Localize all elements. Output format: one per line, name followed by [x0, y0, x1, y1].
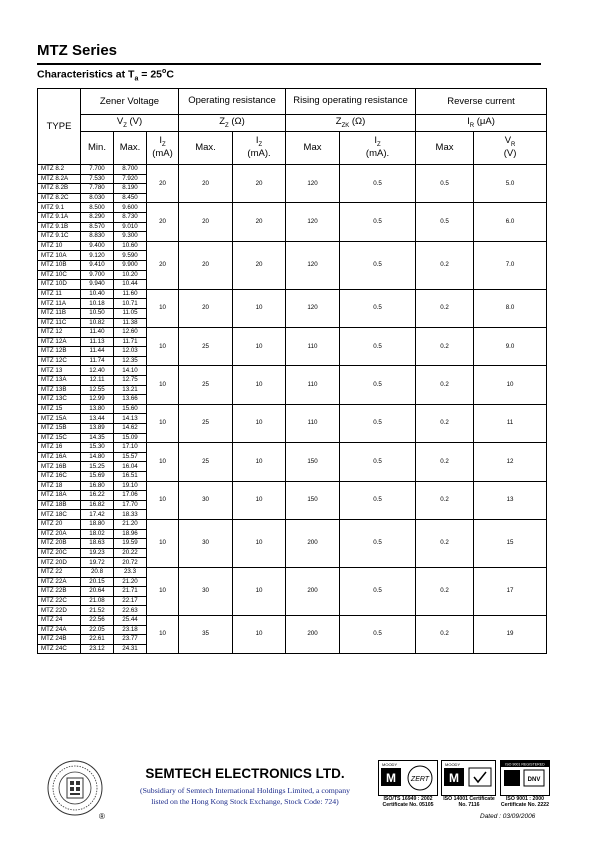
iz-cell: 10	[147, 289, 179, 327]
iz3-cell: 0.5	[340, 328, 416, 366]
vz-max-cell: 20.22	[114, 548, 147, 558]
dnv-iso9001-cert-logo	[500, 760, 550, 796]
vr-cell: 7.0	[474, 241, 547, 289]
vz-min-cell: 23.12	[81, 644, 114, 654]
zz-unit-header: $Z_Z$ (Ω)	[179, 115, 286, 132]
vz-max-cell: 9.900	[114, 260, 147, 270]
vz-min-cell: 13.44	[81, 414, 114, 424]
iz-cell: 10	[147, 481, 179, 519]
ir-cell: 0.2	[416, 567, 474, 615]
vz-max-cell: 14.62	[114, 424, 147, 434]
vz-unit-header: $V_Z$ (V)	[81, 115, 179, 132]
table-row	[38, 404, 547, 414]
zzk-cell: 150	[286, 481, 340, 519]
ir-cell: 0.2	[416, 241, 474, 289]
vz-max-cell: 18.96	[114, 529, 147, 539]
iz3-cell: 0.5	[340, 241, 416, 289]
zz-cell: 25	[179, 443, 233, 481]
zz-cell: 25	[179, 366, 233, 404]
part-number-cell: MTZ 8.2B	[38, 184, 81, 194]
vz-min-cell: 12.11	[81, 376, 114, 386]
part-number-cell: MTZ 22C	[38, 596, 81, 606]
vz-max-cell: 9.010	[114, 222, 147, 232]
vz-max-cell: 9.300	[114, 232, 147, 242]
vz-min-cell: 17.42	[81, 510, 114, 520]
cert3-top-text: ISO 9001 REGISTERED	[505, 762, 545, 767]
ir-cell: 0.2	[416, 289, 474, 327]
vz-max-cell: 12.03	[114, 347, 147, 357]
zzk-cell: 200	[286, 519, 340, 567]
part-number-cell: MTZ 22	[38, 567, 81, 577]
zzk-cell: 150	[286, 443, 340, 481]
vr-col-header: $V_R$ (V)	[474, 132, 547, 165]
table-row	[38, 519, 547, 529]
part-number-cell: MTZ 12C	[38, 356, 81, 366]
vz-max-cell: 17.06	[114, 491, 147, 501]
part-number-cell: MTZ 20	[38, 519, 81, 529]
cert3-caption: ISO 9001 : 2000 Certificate No. 2222	[500, 796, 550, 808]
table-row	[38, 366, 547, 376]
svg-text:M: M	[386, 771, 396, 785]
vz-max-cell: 16.51	[114, 472, 147, 482]
iz-col-header: $I_Z$ (mA)	[147, 132, 179, 165]
iz3-cell: 0.5	[340, 519, 416, 567]
svg-text:DNV: DNV	[527, 777, 541, 783]
zzk-cell: 110	[286, 404, 340, 442]
zz-cell: 20	[179, 241, 233, 289]
max-col-header: Max.	[114, 132, 147, 165]
vz-min-cell: 9.700	[81, 270, 114, 280]
ir-cell: 0.2	[416, 481, 474, 519]
part-number-cell: MTZ 20B	[38, 539, 81, 549]
ir-cell: 0.2	[416, 328, 474, 366]
operating-resistance-header: Operating resistance	[179, 89, 286, 115]
vr-cell: 11	[474, 404, 547, 442]
vz-max-cell: 17.70	[114, 500, 147, 510]
characteristics-table	[37, 88, 547, 654]
vz-min-cell: 10.82	[81, 318, 114, 328]
part-number-cell: MTZ 9.1C	[38, 232, 81, 242]
iz2-cell: 10	[233, 567, 286, 615]
part-number-cell: MTZ 8.2A	[38, 174, 81, 184]
iz3-cell: 0.5	[340, 567, 416, 615]
zzk-cell: 120	[286, 165, 340, 203]
vz-min-cell: 16.82	[81, 500, 114, 510]
zz-cell: 30	[179, 519, 233, 567]
part-number-cell: MTZ 11C	[38, 318, 81, 328]
part-number-cell: MTZ 24A	[38, 625, 81, 635]
vz-min-cell: 20.64	[81, 587, 114, 597]
vz-min-cell: 7.700	[81, 165, 114, 175]
iz3-cell: 0.5	[340, 443, 416, 481]
ir-cell: 0.2	[416, 443, 474, 481]
vz-max-cell: 17.10	[114, 443, 147, 453]
part-number-cell: MTZ 8.2	[38, 165, 81, 175]
zz-cell: 20	[179, 165, 233, 203]
footer	[0, 760, 595, 842]
part-number-cell: MTZ 11A	[38, 299, 81, 309]
vr-cell: 9.0	[474, 328, 547, 366]
type-header: TYPE	[38, 89, 81, 165]
vr-cell: 13	[474, 481, 547, 519]
vz-min-cell: 18.80	[81, 519, 114, 529]
vz-min-cell: 8.830	[81, 232, 114, 242]
part-number-cell: MTZ 16	[38, 443, 81, 453]
ir-cell: 0.5	[416, 165, 474, 203]
zzk-cell: 200	[286, 615, 340, 653]
part-number-cell: MTZ 13A	[38, 376, 81, 386]
iz-cell: 10	[147, 404, 179, 442]
vr-cell: 12	[474, 443, 547, 481]
vz-min-cell: 8.030	[81, 193, 114, 203]
vr-cell: 6.0	[474, 203, 547, 241]
iz-cell: 10	[147, 366, 179, 404]
zz-cell: 35	[179, 615, 233, 653]
vz-max-cell: 8.700	[114, 165, 147, 175]
zzk-cell: 120	[286, 289, 340, 327]
vz-max-cell: 15.57	[114, 452, 147, 462]
vz-max-cell: 11.38	[114, 318, 147, 328]
vz-min-cell: 11.74	[81, 356, 114, 366]
iz3-cell: 0.5	[340, 165, 416, 203]
vz-min-cell: 11.44	[81, 347, 114, 357]
part-number-cell: MTZ 24B	[38, 635, 81, 645]
zzk-cell: 110	[286, 366, 340, 404]
iz3-cell: 0.5	[340, 203, 416, 241]
table-row	[38, 241, 547, 251]
iz2-cell: 20	[233, 203, 286, 241]
part-number-cell: MTZ 10A	[38, 251, 81, 261]
moody-iso14001-cert-logo	[441, 760, 496, 796]
zz-max-col-header: Max.	[179, 132, 233, 165]
part-number-cell: MTZ 15B	[38, 424, 81, 434]
iz-cell: 10	[147, 615, 179, 653]
iz3-cell: 0.5	[340, 289, 416, 327]
iz-cell: 10	[147, 519, 179, 567]
vz-max-cell: 20.72	[114, 558, 147, 568]
reverse-current-header: Reverse current	[416, 89, 547, 115]
vz-min-cell: 21.52	[81, 606, 114, 616]
title-rule	[37, 63, 541, 65]
iz-cell: 20	[147, 203, 179, 241]
vz-min-cell: 14.35	[81, 433, 114, 443]
iz2-cell: 10	[233, 289, 286, 327]
vz-max-cell: 8.730	[114, 212, 147, 222]
vz-min-cell: 7.780	[81, 184, 114, 194]
vr-cell: 5.0	[474, 165, 547, 203]
vz-max-cell: 22.17	[114, 596, 147, 606]
iz2-cell: 10	[233, 481, 286, 519]
page-title: MTZ Series	[37, 42, 118, 59]
vr-cell: 17	[474, 567, 547, 615]
vz-min-cell: 11.13	[81, 337, 114, 347]
iz2-col-header: $I_Z$ (mA).	[233, 132, 286, 165]
vz-max-cell: 21.20	[114, 519, 147, 529]
cert1-top-text: MOODY	[382, 762, 398, 767]
vz-max-cell: 10.60	[114, 241, 147, 251]
iz2-cell: 10	[233, 615, 286, 653]
vz-min-cell: 22.05	[81, 625, 114, 635]
vz-max-cell: 23.3	[114, 567, 147, 577]
part-number-cell: MTZ 12B	[38, 347, 81, 357]
vz-max-cell: 14.13	[114, 414, 147, 424]
ir-cell: 0.2	[416, 404, 474, 442]
part-number-cell: MTZ 8.2C	[38, 193, 81, 203]
characteristics-subtitle: Characteristics at $T_a = 25^oC$	[37, 68, 174, 83]
iz2-cell: 10	[233, 443, 286, 481]
part-number-cell: MTZ 24C	[38, 644, 81, 654]
zzk-cell: 200	[286, 567, 340, 615]
vz-min-cell: 9.940	[81, 280, 114, 290]
zz-cell: 25	[179, 328, 233, 366]
vz-min-cell: 10.40	[81, 289, 114, 299]
part-number-cell: MTZ 15C	[38, 433, 81, 443]
vr-cell: 15	[474, 519, 547, 567]
vz-min-cell: 21.08	[81, 596, 114, 606]
part-number-cell: MTZ 9.1B	[38, 222, 81, 232]
vz-min-cell: 20.8	[81, 567, 114, 577]
vz-min-cell: 19.23	[81, 548, 114, 558]
vz-max-cell: 25.44	[114, 615, 147, 625]
part-number-cell: MTZ 13C	[38, 395, 81, 405]
vz-min-cell: 12.40	[81, 366, 114, 376]
vz-min-cell: 9.410	[81, 260, 114, 270]
zzk-cell: 120	[286, 203, 340, 241]
vz-max-cell: 15.09	[114, 433, 147, 443]
part-number-cell: MTZ 16A	[38, 452, 81, 462]
vz-max-cell: 9.600	[114, 203, 147, 213]
table-row	[38, 443, 547, 453]
svg-text:M: M	[449, 771, 459, 785]
part-number-cell: MTZ 10B	[38, 260, 81, 270]
part-number-cell: MTZ 13	[38, 366, 81, 376]
vz-min-cell: 13.80	[81, 404, 114, 414]
vz-max-cell: 18.33	[114, 510, 147, 520]
iz2-cell: 10	[233, 404, 286, 442]
vz-min-cell: 14.80	[81, 452, 114, 462]
part-number-cell: MTZ 12	[38, 328, 81, 338]
ir-cell: 0.2	[416, 366, 474, 404]
vz-min-cell: 10.18	[81, 299, 114, 309]
vz-max-cell: 8.450	[114, 193, 147, 203]
part-number-cell: MTZ 15	[38, 404, 81, 414]
zz-cell: 30	[179, 567, 233, 615]
vz-min-cell: 9.120	[81, 251, 114, 261]
vz-max-cell: 8.190	[114, 184, 147, 194]
iz2-cell: 10	[233, 328, 286, 366]
iz-cell: 10	[147, 443, 179, 481]
zz-cell: 20	[179, 203, 233, 241]
vz-max-cell: 22.63	[114, 606, 147, 616]
part-number-cell: MTZ 11	[38, 289, 81, 299]
zzk-max-col-header: Max	[286, 132, 340, 165]
svg-text:ZERT: ZERT	[410, 776, 430, 783]
vz-min-cell: 8.500	[81, 203, 114, 213]
vz-max-cell: 9.590	[114, 251, 147, 261]
part-number-cell: MTZ 18B	[38, 500, 81, 510]
part-number-cell: MTZ 10C	[38, 270, 81, 280]
vz-min-cell: 20.15	[81, 577, 114, 587]
part-number-cell: MTZ 12A	[38, 337, 81, 347]
iz3-col-header: $I_Z$ (mA).	[340, 132, 416, 165]
table-header	[38, 89, 547, 165]
part-number-cell: MTZ 22B	[38, 587, 81, 597]
vz-max-cell: 15.60	[114, 404, 147, 414]
part-number-cell: MTZ 22D	[38, 606, 81, 616]
vz-min-cell: 15.30	[81, 443, 114, 453]
part-number-cell: MTZ 20A	[38, 529, 81, 539]
zzk-cell: 110	[286, 328, 340, 366]
table-row	[38, 165, 547, 175]
part-number-cell: MTZ 20D	[38, 558, 81, 568]
vz-max-cell: 11.71	[114, 337, 147, 347]
vz-min-cell: 13.89	[81, 424, 114, 434]
vz-max-cell: 12.35	[114, 356, 147, 366]
vz-max-cell: 23.18	[114, 625, 147, 635]
ir-cell: 0.5	[416, 203, 474, 241]
vz-min-cell: 15.69	[81, 472, 114, 482]
vz-min-cell: 11.40	[81, 328, 114, 338]
vz-max-cell: 11.05	[114, 308, 147, 318]
ir-unit-header: $I_R$ (μA)	[416, 115, 547, 132]
iz3-cell: 0.5	[340, 615, 416, 653]
registered-mark: ®	[99, 812, 105, 821]
part-number-cell: MTZ 10D	[38, 280, 81, 290]
vz-min-cell: 18.63	[81, 539, 114, 549]
vz-max-cell: 10.71	[114, 299, 147, 309]
part-number-cell: MTZ 22A	[38, 577, 81, 587]
vz-max-cell: 10.20	[114, 270, 147, 280]
vz-min-cell: 12.99	[81, 395, 114, 405]
table-row	[38, 481, 547, 491]
part-number-cell: MTZ 18	[38, 481, 81, 491]
vz-max-cell: 23.77	[114, 635, 147, 645]
ir-cell: 0.2	[416, 519, 474, 567]
zzk-unit-header: $Z_{ZK}$ (Ω)	[286, 115, 416, 132]
vz-min-cell: 22.56	[81, 615, 114, 625]
iz2-cell: 10	[233, 519, 286, 567]
vr-cell: 19	[474, 615, 547, 653]
vz-min-cell: 15.25	[81, 462, 114, 472]
vz-min-cell: 19.72	[81, 558, 114, 568]
part-number-cell: MTZ 15A	[38, 414, 81, 424]
vz-max-cell: 19.10	[114, 481, 147, 491]
vz-min-cell: 18.02	[81, 529, 114, 539]
iz2-cell: 20	[233, 241, 286, 289]
vz-min-cell: 8.290	[81, 212, 114, 222]
part-number-cell: MTZ 18A	[38, 491, 81, 501]
zz-cell: 30	[179, 481, 233, 519]
subsidiary-line-1: (Subsidiary of Semtech International Holdings Limited, a company	[139, 786, 351, 795]
iz-cell: 20	[147, 165, 179, 203]
table-row	[38, 328, 547, 338]
iz3-cell: 0.5	[340, 481, 416, 519]
zz-cell: 20	[179, 289, 233, 327]
ir-max-col-header: Max	[416, 132, 474, 165]
part-number-cell: MTZ 9.1A	[38, 212, 81, 222]
zz-cell: 25	[179, 404, 233, 442]
vz-max-cell: 12.75	[114, 376, 147, 386]
table-row	[38, 615, 547, 625]
vz-max-cell: 13.21	[114, 385, 147, 395]
semtech-seal-logo	[47, 760, 103, 816]
vz-max-cell: 12.60	[114, 328, 147, 338]
cert2-caption: ISO 14001 Certificate No. 7116	[443, 796, 495, 808]
part-number-cell: MTZ 16C	[38, 472, 81, 482]
zener-voltage-header: Zener Voltage	[81, 89, 179, 115]
part-number-cell: MTZ 18C	[38, 510, 81, 520]
vz-min-cell: 16.80	[81, 481, 114, 491]
dated-text: Dated : 03/09/2006	[480, 813, 536, 820]
iz-cell: 10	[147, 567, 179, 615]
iz2-cell: 10	[233, 366, 286, 404]
table-body	[38, 165, 547, 654]
vz-min-cell: 7.530	[81, 174, 114, 184]
vz-min-cell: 22.61	[81, 635, 114, 645]
company-name: SEMTECH ELECTRONICS LTD.	[145, 766, 345, 781]
vz-max-cell: 24.31	[114, 644, 147, 654]
iz-cell: 20	[147, 241, 179, 289]
part-number-cell: MTZ 9.1	[38, 203, 81, 213]
vz-max-cell: 19.59	[114, 539, 147, 549]
vz-max-cell: 14.10	[114, 366, 147, 376]
vz-max-cell: 13.66	[114, 395, 147, 405]
vz-min-cell: 12.55	[81, 385, 114, 395]
cert1-caption: ISO/TS 16949 : 2002 Certificate No. 05105	[382, 796, 434, 808]
part-number-cell: MTZ 20C	[38, 548, 81, 558]
table-row	[38, 203, 547, 213]
vz-max-cell: 11.60	[114, 289, 147, 299]
vz-min-cell: 10.50	[81, 308, 114, 318]
iz3-cell: 0.5	[340, 404, 416, 442]
iz-cell: 10	[147, 328, 179, 366]
part-number-cell: MTZ 13B	[38, 385, 81, 395]
vr-cell: 8.0	[474, 289, 547, 327]
part-number-cell: MTZ 10	[38, 241, 81, 251]
vz-max-cell: 21.20	[114, 577, 147, 587]
vz-min-cell: 16.22	[81, 491, 114, 501]
vz-min-cell: 8.570	[81, 222, 114, 232]
part-number-cell: MTZ 11B	[38, 308, 81, 318]
vz-min-cell: 9.400	[81, 241, 114, 251]
table-row	[38, 289, 547, 299]
moody-iso-ts-cert-logo	[378, 760, 438, 796]
rising-resistance-header: Rising operating resistance	[286, 89, 416, 115]
iz2-cell: 20	[233, 165, 286, 203]
min-col-header: Min.	[81, 132, 114, 165]
vr-cell: 10	[474, 366, 547, 404]
vz-max-cell: 16.04	[114, 462, 147, 472]
subsidiary-line-2: listed on the Hong Kong Stock Exchange, Stock Code: 724)	[151, 797, 339, 806]
table-row	[38, 567, 547, 577]
cert2-top-text: MOODY	[445, 762, 461, 767]
zzk-cell: 120	[286, 241, 340, 289]
ir-cell: 0.2	[416, 615, 474, 653]
vz-max-cell: 21.71	[114, 587, 147, 597]
vz-max-cell: 7.920	[114, 174, 147, 184]
vz-max-cell: 10.44	[114, 280, 147, 290]
part-number-cell: MTZ 16B	[38, 462, 81, 472]
part-number-cell: MTZ 24	[38, 615, 81, 625]
iz3-cell: 0.5	[340, 366, 416, 404]
